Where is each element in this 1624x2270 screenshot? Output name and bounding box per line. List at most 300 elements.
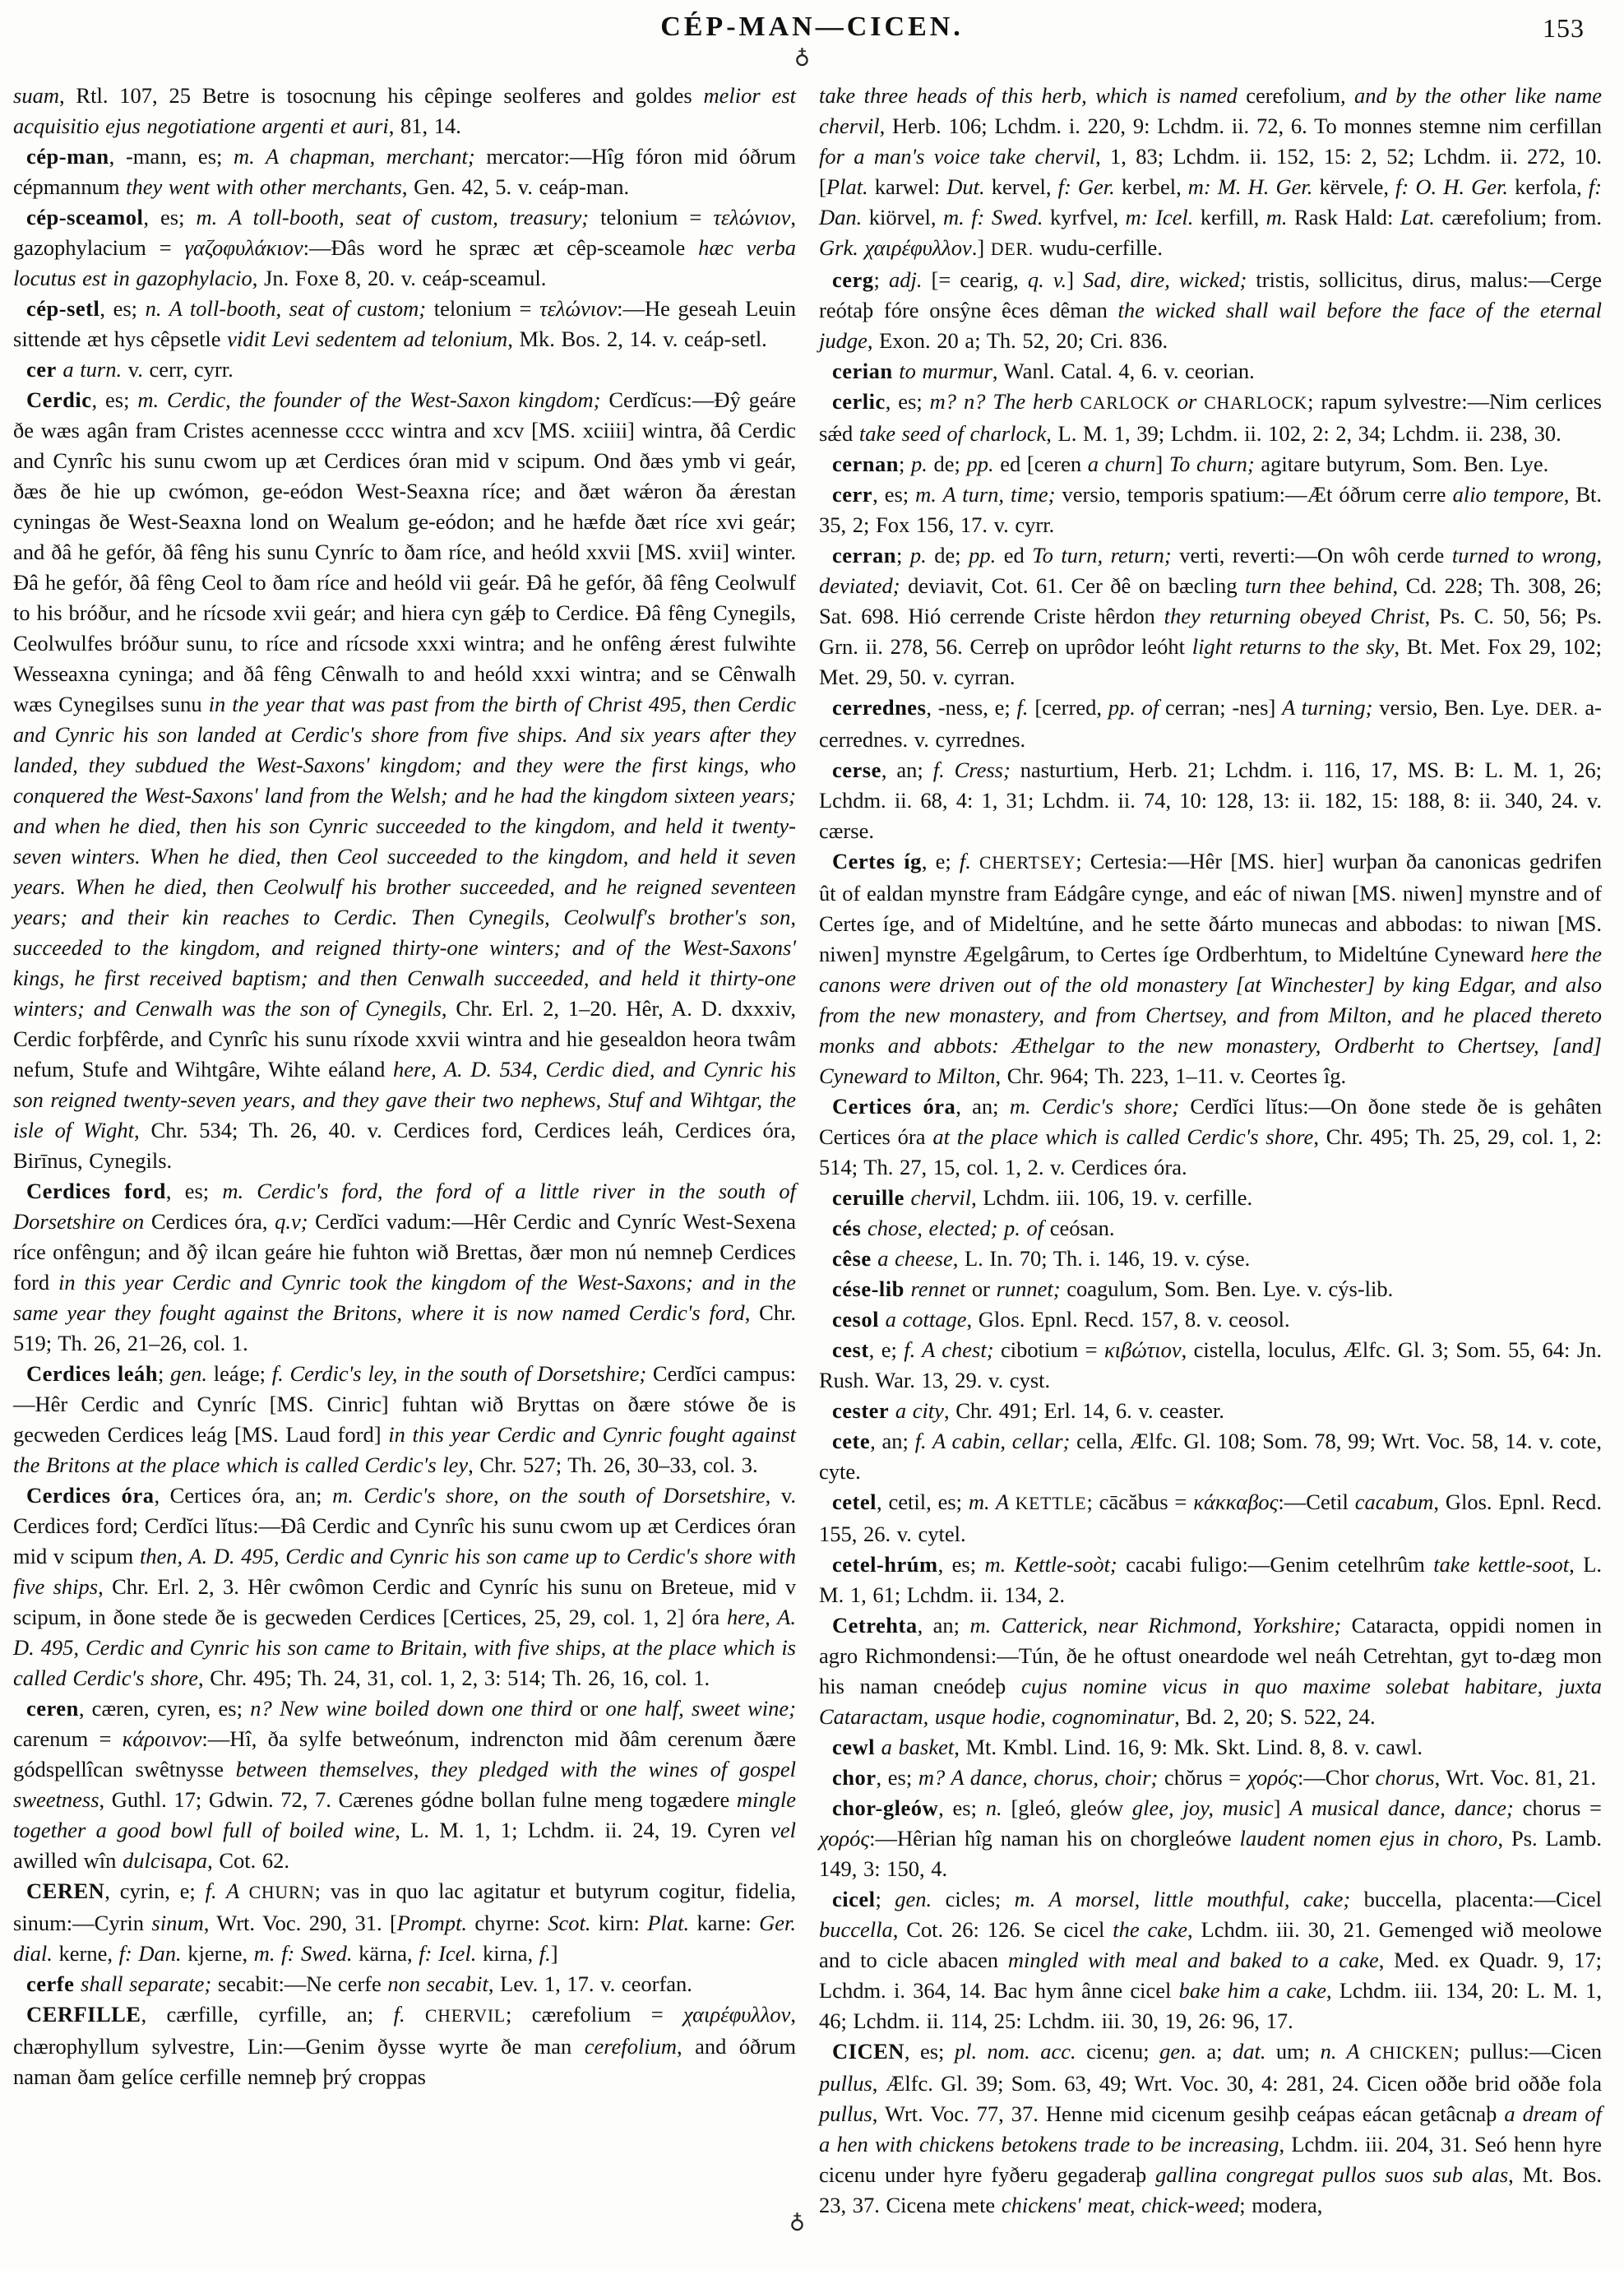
headword: cernan bbox=[832, 452, 900, 476]
entry-text: , Chr. 495; Th. 25, 29, col. 1, 2: 514; Th. 27, 15, col. 1, 2. v. Cerdices óra. bbox=[819, 1124, 1602, 1179]
entry-text: Sad, dire, wicked; bbox=[1083, 267, 1256, 292]
entry-text: cærefolium; from. bbox=[1434, 205, 1603, 229]
entry-text bbox=[1149, 205, 1156, 229]
entry-text: , Chr. 964; Th. 223, 1–11. v. Ceortes îg. bbox=[995, 1063, 1347, 1088]
printer-mark-bottom-icon: ♁ bbox=[789, 2209, 806, 2233]
entry-text: cicenu; bbox=[1076, 2039, 1160, 2064]
entry-continuation bbox=[819, 81, 1602, 265]
dictionary-entry bbox=[819, 1091, 1602, 1183]
entry-text: or bbox=[1169, 389, 1205, 414]
entry-text: , an; bbox=[955, 1094, 1010, 1119]
entry-text: Scot. bbox=[548, 1911, 591, 1935]
entry-text: , Chr. 534; Th. 26, 40. v. Cerdices ford, Cerdices leáh, Cerdices óra, Birīnus, Cynegils. bbox=[13, 1118, 796, 1173]
entry-text: m: bbox=[1187, 174, 1211, 199]
entry-text: m. Kettle-soòt; bbox=[984, 1552, 1127, 1577]
entry-text: ; bbox=[875, 1887, 895, 1911]
entry-text: , Wrt. Voc. 81, 21. bbox=[1434, 1765, 1597, 1790]
entry-text: glee, joy, music bbox=[1131, 1795, 1274, 1820]
entry-text: in this year Cerdic and Cynric took the kingdom of the West-Saxons; and in the same year they fought against the Britons, where it is now named Cerdic's ford bbox=[13, 1270, 796, 1325]
entry-text: , Guthl. 17; Gdwin. 72, 7. Cærenes gódne bollan fulne meng togædere bbox=[99, 1787, 737, 1812]
dictionary-entry bbox=[819, 1884, 1602, 2036]
entry-text: a cottage bbox=[878, 1307, 967, 1332]
entry-text: turn thee behind bbox=[1245, 573, 1393, 598]
entry-text: gen. bbox=[1159, 2039, 1196, 2064]
entry-text: for a man's voice take chervil bbox=[819, 144, 1096, 169]
entry-text: , Chr. Erl. 2, 3. Hêr cwômon Cerdic and Cynríc his sunu on Breteue, mid v scipum, in ðone stede ðe is gecweden Cerdices [Certices, 25, 29, col. 1, 2] óra bbox=[13, 1574, 796, 1629]
entry-text: CHERVIL bbox=[425, 2006, 506, 2026]
entry-text: cella, Ælfc. Gl. 108; Som. 78, 99; Wrt. Voc. 58, 14. v. cote, cyte. bbox=[819, 1429, 1603, 1484]
headword: chor bbox=[832, 1765, 877, 1790]
headword: Certices óra bbox=[832, 1094, 956, 1119]
entry-text: ; bbox=[899, 452, 912, 476]
entry-text: :—He geseah Leuin sittende æt hys cêpsetle bbox=[13, 296, 796, 351]
entry-text: f. A chest; bbox=[904, 1337, 1001, 1362]
entry-text: ; Certesia:—Hêr [MS. hier] wurþan ða canonicas gedrifen ût of ealdan mynstre fram Eádgâre cynge, and eác of niwan [MS. niwen] mynstre and of Certes íge, and of Mideltúne, and he sette ðárto munecas and abbodas: to niwan [MS. niwen] mynstre Ægelgârum, to Certes íge Ordberhtum, to Mideltúne Cyneward bbox=[819, 849, 1602, 966]
entry-text: , 1, 83; Lchdm. ii. 152, 15: 2, 52; Lchdm. ii. 272, 10. [ bbox=[819, 144, 1602, 199]
entry-text: , Rtl. 107, 25 Betre is tosocnung his cêpinge seolferes and goldes bbox=[58, 83, 704, 108]
dictionary-entry bbox=[819, 1732, 1602, 1763]
entry-text: Swed. bbox=[300, 1941, 353, 1966]
entry-text: secabit:—Ne cerfe bbox=[217, 1971, 388, 1996]
entry-text: Dan. bbox=[819, 205, 863, 229]
entry-text: chervil bbox=[904, 1185, 972, 1210]
headword: cewl bbox=[832, 1735, 876, 1759]
entry-text: cerran; -nes] bbox=[1159, 695, 1283, 720]
entry-text: pullus bbox=[819, 2101, 872, 2126]
entry-text: , es; bbox=[872, 482, 916, 507]
entry-text: laudent nomen ejus in choro bbox=[1239, 1826, 1498, 1851]
entry-text: , es; bbox=[904, 2039, 955, 2064]
entry-text: γαζοφυλάκιον bbox=[184, 235, 303, 260]
entry-text: , es; bbox=[876, 1765, 918, 1790]
dictionary-entry bbox=[819, 449, 1602, 479]
entry-text: here, A. D. 495, Cerdic and Cynric his son came to Britain, with five ships, at the place which is called Cerdic's shore bbox=[13, 1605, 796, 1690]
headword: cés bbox=[832, 1216, 862, 1240]
entry-text: vidit Levi sedentem ad telonium bbox=[227, 327, 508, 351]
headword: cerfe bbox=[26, 1971, 75, 1996]
entry-text: cacabum bbox=[1354, 1489, 1434, 1514]
entry-text: a-cerrednes. v. cyrrednes. bbox=[819, 695, 1603, 752]
entry-text: m. Cerdic's shore, on the south of Dorsetshire, bbox=[332, 1483, 771, 1508]
entry-text: turned to wrong, deviated; bbox=[819, 543, 1602, 598]
entry-text: , e; bbox=[921, 849, 960, 873]
headword: cerran bbox=[832, 543, 897, 568]
entry-text: awilled wîn bbox=[13, 1848, 123, 1873]
entry-text: non secabit bbox=[387, 1971, 488, 1996]
entry-text: the wicked shall wail before the face of the eternal judge bbox=[819, 298, 1602, 353]
entry-text: :—Cetil bbox=[1278, 1489, 1355, 1514]
entry-text: Ger. bbox=[1077, 174, 1115, 199]
headword: cerian bbox=[832, 359, 893, 383]
entry-text: , Jn. Foxe 8, 20. v. ceáp-sceamul. bbox=[252, 266, 547, 290]
entry-text: agitare butyrum, Som. Ben. Lye. bbox=[1261, 452, 1549, 476]
entry-text: τελώνιον bbox=[713, 205, 791, 229]
entry-text: here the canons were driven out of the old monastery [at Winchester] by king Edgar, and also from the new monastery, and from Chertsey, and from Milton, and he placed thereto monks and abbots: Æthelgar to the new monastery, Ordberht to Chertsey, [and] Cyneward to Milton bbox=[819, 942, 1602, 1088]
entry-text: DER. bbox=[1535, 699, 1579, 719]
entry-text: , L. M. 1, 39; Lchdm. ii. 102, 2: 2, 34; Lchdm. ii. 238, 30. bbox=[1046, 421, 1562, 446]
entry-text: gen. bbox=[170, 1361, 207, 1386]
headword: cése-lib bbox=[832, 1276, 905, 1301]
entry-text: telonium = bbox=[600, 205, 714, 229]
entry-text: de; bbox=[927, 452, 967, 476]
entry-text: , an; bbox=[870, 1429, 915, 1453]
entry-text: χορός bbox=[1247, 1765, 1298, 1790]
headword: CICEN bbox=[832, 2039, 905, 2064]
entry-text: Cerdices óra, bbox=[150, 1209, 275, 1234]
entry-text: , an; bbox=[881, 757, 933, 782]
entry-text bbox=[294, 1941, 301, 1966]
entry-text: karwel: bbox=[868, 174, 947, 199]
entry-text: in the year that was past from the birth of Christ 495, then Cerdic and Cynric his son landed at Cerdic's shore from five ships. And six years after they landed, they subdued the West-Saxons' kingdom; and they were the first kings, who conquered the West-Saxons' land from the Welsh; and he had the kingdom sixteen years; and when he died, then his son Cynric succeeded to the kingdom, and held it twenty-seven winters. When he died, then Ceol succeeded to the kingdom, and held it seven years. When he died, then Ceolwulf his brother succeeded, and he reigned seventeen years; and their kin reaches to Cerdic. Then Cynegils, Ceolwulf's brother's son, succeeded to the kingdom, and reigned thirty-one winters; and of the West-Saxons' kings, he first received baptism; and then Cenwalh succeeded, and held it thirty-one winters; and Cenwalh was the son of Cynegils bbox=[13, 692, 796, 1021]
entry-text: .] bbox=[971, 235, 991, 260]
dictionary-entry bbox=[819, 1550, 1602, 1610]
entry-text: or bbox=[580, 1696, 599, 1721]
entry-text: ed [ceren bbox=[993, 452, 1088, 476]
entry-text: f. bbox=[539, 1941, 551, 1966]
headword: ceren bbox=[26, 1696, 79, 1721]
dictionary-entry bbox=[819, 1763, 1602, 1793]
headword: Cerdic bbox=[26, 387, 92, 412]
entry-text: light returns to the sky bbox=[1191, 634, 1395, 659]
entry-text: , Ps. C. 50, 56; Ps. Grn. ii. 278, 56. Cerreþ on uprôdor leóht bbox=[819, 604, 1603, 659]
entry-text: κάκκαβος bbox=[1193, 1489, 1279, 1514]
entry-text: dulcisapa bbox=[123, 1848, 208, 1873]
entry-text: , Lchdm. iii. 106, 19. v. cerfille. bbox=[971, 1185, 1253, 1210]
dictionary-entry bbox=[13, 1480, 796, 1693]
entry-text: chorus bbox=[1375, 1765, 1435, 1790]
entry-text: Cerdĭci campus:—Hêr Cerdic and Cynríc [MS. Cinric] fuhtan wið Bryttas on ðære stówe ðe is gecweden Cerdices leág [MS. Laud ford] bbox=[13, 1361, 796, 1447]
entry-text: m. A bbox=[968, 1489, 1016, 1514]
entry-text: ] bbox=[1066, 267, 1084, 292]
entry-text: M. H. Ger. bbox=[1217, 174, 1313, 199]
entry-text: kärna, bbox=[352, 1941, 419, 1966]
dictionary-entry bbox=[13, 141, 796, 202]
headword: cest bbox=[832, 1337, 869, 1362]
entry-text: kerne, bbox=[52, 1941, 119, 1966]
entry-text: deviavit, Cot. 61. Cer ðê on bæcling bbox=[900, 573, 1246, 598]
entry-text: kervel, bbox=[984, 174, 1058, 199]
entry-text: , cæren, cyren, es; bbox=[78, 1696, 251, 1721]
entry-text: p. bbox=[911, 452, 928, 476]
entry-text: karne: bbox=[689, 1911, 760, 1935]
entry-text: cerefolium bbox=[584, 2034, 678, 2059]
headword: cicel bbox=[832, 1887, 876, 1911]
entry-text: , es; bbox=[143, 205, 197, 229]
headword: cete bbox=[832, 1429, 871, 1453]
entry-text: To turn, return; bbox=[1032, 543, 1180, 568]
headword: cerse bbox=[832, 757, 881, 782]
entry-text: , -ness, e; bbox=[926, 695, 1017, 720]
entry-text bbox=[432, 1941, 438, 1966]
entry-continuation bbox=[13, 81, 796, 141]
entry-text: , Cot. 62. bbox=[207, 1848, 289, 1873]
entry-text: , Wrt. Voc. 290, 31. [ bbox=[203, 1911, 397, 1935]
entry-text: n. bbox=[985, 1795, 1002, 1820]
entry-text: wudu-cerfille. bbox=[1033, 235, 1163, 260]
entry-text: kerbel, bbox=[1114, 174, 1188, 199]
headword: cép-sceamol bbox=[26, 205, 144, 229]
entry-text: mercator:—Hîg fóron mid óðrum cépmannum bbox=[13, 144, 796, 199]
headword: Certes íg bbox=[832, 849, 922, 873]
dictionary-entry bbox=[819, 2036, 1602, 2221]
entry-text: leáge; bbox=[206, 1361, 272, 1386]
entry-text: [cerred, bbox=[1028, 695, 1108, 720]
headword: Cerdices ford bbox=[26, 1179, 166, 1203]
entry-text: CHICKEN bbox=[1369, 2043, 1454, 2063]
entry-text: hæc verba locutus est in gazophylacio bbox=[13, 235, 796, 290]
page-header bbox=[0, 0, 1624, 76]
entry-text: , es; bbox=[91, 387, 138, 412]
entry-text: χορός bbox=[819, 1826, 870, 1851]
entry-text: one half, sweet wine; bbox=[598, 1696, 796, 1721]
entry-text: bake him a cake bbox=[1178, 1978, 1326, 2003]
entry-text: ; pullus:—Cicen bbox=[1453, 2039, 1603, 2064]
entry-text: , Glos. Epnl. Recd. 157, 8. v. ceosol. bbox=[966, 1307, 1290, 1332]
entry-text: mingled with meal and baked to a cake bbox=[1007, 1948, 1379, 1972]
entry-text: Ger. dial. bbox=[13, 1911, 796, 1966]
entry-text bbox=[1071, 174, 1078, 199]
entry-text: m: bbox=[1125, 205, 1149, 229]
entry-text: cacabi fuligo:—Genim cetelhrûm bbox=[1126, 1552, 1434, 1577]
headword: cetel bbox=[832, 1489, 877, 1514]
entry-text: CHERTSEY bbox=[979, 853, 1076, 873]
headword: Cerdices leáh bbox=[26, 1361, 158, 1386]
entry-text: A musical dance, dance; bbox=[1289, 1795, 1523, 1820]
entry-text: , Mk. Bos. 2, 14. v. ceáp-setl. bbox=[507, 327, 767, 351]
dictionary-entry bbox=[819, 1244, 1602, 1274]
entry-text: f. bbox=[393, 2002, 425, 2027]
entry-text: , Bt. Met. Fox 29, 102; Met. 29, 50. v. cyrran. bbox=[819, 634, 1602, 689]
entry-text: chŏrus = bbox=[1164, 1765, 1247, 1790]
headword: Cetrehta bbox=[832, 1613, 918, 1638]
dictionary-entry bbox=[819, 479, 1602, 540]
entry-text: m. A chapman, merchant; bbox=[234, 144, 487, 169]
entry-text: kerfill, bbox=[1193, 205, 1266, 229]
entry-text: v. cerr, cyrr. bbox=[122, 357, 234, 382]
entry-text: pp. bbox=[969, 543, 997, 568]
entry-text: f: bbox=[1395, 174, 1409, 199]
dictionary-entry bbox=[13, 294, 796, 354]
dictionary-entry bbox=[13, 1359, 796, 1480]
entry-text: Rask Hald: bbox=[1287, 205, 1400, 229]
entry-text: then, A. D. 495, Cerdic and Cynric his son came up to Cerdic's shore with five ships bbox=[13, 1544, 796, 1599]
entry-text: Plat. bbox=[647, 1911, 690, 1935]
entry-text: , L. M. 1, 61; Lchdm. ii. 134, 2. bbox=[819, 1552, 1603, 1607]
entry-text: telonium = bbox=[433, 296, 540, 321]
entry-text: Dan. bbox=[138, 1941, 182, 1966]
entry-text: mingle together a good bowl full of boiled wine bbox=[13, 1787, 796, 1842]
headword: cép-setl bbox=[26, 296, 100, 321]
entry-text: , Wrt. Voc. 77, 37. Henne mid cicenum gesihþ ceápas eácan getâcnaþ bbox=[872, 2101, 1505, 2126]
entry-text: , Cd. 228; Th. 308, 26; Sat. 698. Hió cerrende Criste hêrdon bbox=[819, 573, 1603, 628]
entry-text: take seed of charlock bbox=[858, 421, 1047, 446]
dictionary-entry bbox=[13, 1969, 796, 1999]
entry-text: buccella bbox=[819, 1917, 893, 1942]
entry-text: ; bbox=[896, 543, 910, 568]
entry-text: KETTLE bbox=[1015, 1494, 1087, 1513]
entry-text: Cerdĭcus:—Ðŷ geáre ðe wæs agân fram Cristes acennesse cccc wintra and xcv [MS. xciiii] wintra, ðâ Cerdic and Cynrîc his sunu cwom up æt Cerdices óran mid v scipum. Ond ðæs ymb vi geár, ðæs ðe hie up cwómon, ge-eódon West-Seaxna ríce; and ðæt wǽron ða ǽrestan cyningas ðe West-Seaxna lond on Wealum ge-eódon; and he hæfde ðæt ríce xvi geár; and ðâ he gefór, ðâ fêng his sunu Cynríc to ðam ríce, and heóld xxvii [MS. xvii] winter. Ðâ he gefór, ðâ fêng Ceol to ðam ríce and heóld vii geár. Ðâ he gefór, ðâ fêng Ceolwulf to his bróður, and he rícsode xvii geár; and hiera cyn gǽþ to Cerdice. Ðâ fêng Cynegils, Ceolwulfes bróður sunu, to ríce and rícsode xxxi wintra; and he onfêng ǽrest fulwihte Wesseaxna cyninga; and ðâ fêng Cênwalh to and heóld xxxi wintra; and se Cênwalh wæs Cynegilses sunu bbox=[13, 387, 797, 716]
dictionary-entry bbox=[819, 693, 1602, 755]
entry-text: f. Cerdic's ley, in the south of Dorsetshire; bbox=[271, 1361, 647, 1386]
entry-text: kerfola, bbox=[1508, 174, 1589, 199]
entry-text: , Chr. 491; Erl. 14, 6. v. ceaster. bbox=[943, 1398, 1224, 1423]
entry-text: f. bbox=[959, 849, 979, 873]
entry-text: [gleó, gleów bbox=[1002, 1795, 1132, 1820]
entry-text: ceósan. bbox=[1043, 1216, 1115, 1240]
entry-text: here, A. D. 534, Cerdic died, and Cynric his son reigned twenty-seven years, and they gave their two nephews, Stuf and Wihtgar, the isle of Wight bbox=[13, 1057, 797, 1142]
entry-text: ; rapum sylvestre:—Nim cerlices sǽd bbox=[819, 389, 1602, 446]
dictionary-entry bbox=[819, 1274, 1602, 1304]
headword: CERFILLE bbox=[26, 2002, 141, 2027]
entry-text: a churn bbox=[1087, 452, 1156, 476]
entry-text: take three heads of this herb, which is named bbox=[819, 83, 1247, 108]
entry-text: kirna, bbox=[476, 1941, 539, 1966]
entry-text: m. f: bbox=[942, 205, 985, 229]
entry-text: [= cearig, bbox=[922, 267, 1028, 292]
entry-text: runnet; bbox=[989, 1276, 1067, 1301]
entry-text: pp. of bbox=[1108, 695, 1159, 720]
entry-text: , Lchdm. iii. 30, 21. Gemenged wið meolowe and to cicle abacen bbox=[819, 1917, 1602, 1972]
entry-text: m. f: bbox=[253, 1941, 295, 1966]
entry-text: n. A toll-booth, seat of custom; bbox=[145, 296, 434, 321]
right-column bbox=[819, 81, 1602, 2221]
entry-text: kyrfvel, bbox=[1043, 205, 1126, 229]
entry-text: a dream of a hen with chickens betokens trade to be increasing bbox=[819, 2101, 1602, 2156]
entry-text: , Bt. 35, 2; Fox 156, 17. v. cyrr. bbox=[819, 482, 1602, 537]
entry-text: de; bbox=[926, 543, 969, 568]
entry-text: , e; bbox=[868, 1337, 905, 1362]
dictionary-entry bbox=[819, 1304, 1602, 1335]
entry-text: , L. M. 1, 1; Lchdm. ii. 24, 19. Cyren bbox=[395, 1818, 771, 1842]
left-column bbox=[13, 81, 796, 2221]
dictionary-entry bbox=[13, 1999, 796, 2092]
entry-text: , Chr. 495; Th. 24, 31, col. 1, 2, 3: 514; Th. 26, 16, col. 1. bbox=[198, 1665, 710, 1690]
entry-text: m. A turn, time; bbox=[915, 482, 1062, 507]
entry-text: Prompt. bbox=[396, 1911, 467, 1935]
entry-text: Icel. bbox=[1155, 205, 1194, 229]
entry-text: Swed. bbox=[991, 205, 1043, 229]
entry-text: shall separate; bbox=[74, 1971, 218, 1996]
entry-text: DER. bbox=[990, 239, 1034, 259]
entry-text: , Lev. 1, 17. v. ceorfan. bbox=[488, 1971, 692, 1996]
entry-text: O. H. Ger. bbox=[1415, 174, 1508, 199]
printer-mark-top-icon: ♁ bbox=[794, 44, 811, 68]
entry-text: m? A dance, chorus, choir; bbox=[918, 1765, 1164, 1790]
entry-text: sinum bbox=[151, 1911, 204, 1935]
entry-text: :—Chor bbox=[1297, 1765, 1376, 1790]
entry-text: f: bbox=[419, 1941, 433, 1966]
entry-text: ] bbox=[550, 1941, 558, 1966]
entry-text: m. Cerdic, the founder of the West-Saxon kingdom; bbox=[137, 387, 609, 412]
entry-text: chickens' meat, chick-weed bbox=[1001, 2193, 1240, 2217]
entry-text: pp. bbox=[966, 452, 994, 476]
headword: cerr bbox=[832, 482, 873, 507]
entry-text: alio tempore bbox=[1452, 482, 1564, 507]
entry-text: q. v. bbox=[1027, 267, 1067, 292]
page-title: CÉP-MAN—CICEN. bbox=[660, 12, 964, 42]
entry-text: adj. bbox=[888, 267, 923, 292]
entry-text: Plat. bbox=[826, 174, 868, 199]
page-number: 153 bbox=[1543, 13, 1585, 43]
entry-text: Icel. bbox=[438, 1941, 477, 1966]
entry-text: f. Cress; bbox=[932, 757, 1020, 782]
headword: cerlic bbox=[832, 389, 886, 414]
entry-text: , cyrin, e; bbox=[104, 1879, 206, 1903]
entry-text: , Gen. 42, 5. v. ceáp-man. bbox=[401, 174, 630, 199]
entry-text: f. A cabin, cellar; bbox=[914, 1429, 1077, 1453]
dictionary-entry bbox=[13, 354, 796, 385]
entry-text: , Cot. 26: 126. Se cicel bbox=[892, 1917, 1113, 1942]
dictionary-entry bbox=[819, 265, 1602, 356]
entry-text: take kettle-soot bbox=[1433, 1552, 1570, 1577]
entry-text: kirn: bbox=[590, 1911, 648, 1935]
entry-text: kiörvel, bbox=[862, 205, 943, 229]
entry-text: τελώνιον bbox=[539, 296, 618, 321]
entry-text: m. bbox=[1265, 205, 1288, 229]
entry-text: , Wanl. Catal. 4, 6. v. ceorian. bbox=[992, 359, 1255, 383]
entry-text: , and óðrum naman ðam gelíce cerfille nemneþ þrý croppas bbox=[13, 2034, 796, 2089]
entry-text: chose, elected; p. of bbox=[861, 1216, 1044, 1240]
entry-text: cerefolium bbox=[1246, 83, 1340, 108]
entry-text: chyrne: bbox=[466, 1911, 548, 1935]
headword: cerrednes bbox=[832, 695, 927, 720]
entry-text: f. bbox=[1016, 695, 1029, 720]
headword: chor-gleów bbox=[832, 1795, 939, 1820]
headword: cesol bbox=[832, 1307, 879, 1332]
entry-text: m. Cerdic's shore; bbox=[1009, 1094, 1191, 1119]
entry-text: , Chr. 519; Th. 26, 21–26, col. 1. bbox=[13, 1300, 796, 1355]
entry-text: f: bbox=[1057, 174, 1071, 199]
entry-text: a turn. bbox=[56, 357, 123, 382]
entry-text: , Exon. 20 a; Th. 52, 20; Cri. 836. bbox=[867, 328, 1168, 353]
entry-text: , -mann, es; bbox=[109, 144, 234, 169]
entry-text: CHURN bbox=[248, 1883, 315, 1902]
entry-text: nasturtium, Herb. 21; Lchdm. i. 116, 17, MS. B: L. M. 1, 26; Lchdm. ii. 68, 4: 1, 31; Lchdm. ii. 74, 10: 128, 13: ii. 182, 15: 188, 8: ii. 340, 24. v. cærse. bbox=[819, 757, 1602, 843]
entry-text: rennet bbox=[904, 1276, 972, 1301]
entry-text: coagulum, Som. Ben. Lye. v. cýs-lib. bbox=[1066, 1276, 1394, 1301]
entry-text: n? New wine boiled down one third bbox=[250, 1696, 581, 1721]
dictionary-entry bbox=[819, 846, 1602, 1091]
dictionary-entry bbox=[819, 1335, 1602, 1396]
entry-text: they went with other merchants bbox=[126, 174, 402, 199]
dictionary-entry bbox=[819, 1396, 1602, 1426]
entry-text: pl. nom. acc. bbox=[954, 2039, 1076, 2064]
entry-text: κάροινον bbox=[122, 1726, 202, 1751]
headword: Cerdices óra bbox=[26, 1483, 155, 1508]
entry-text: , Bd. 2, 20; S. 522, 24. bbox=[1174, 1704, 1376, 1729]
entry-text: Lat. bbox=[1400, 205, 1435, 229]
entry-text: a basket bbox=[875, 1735, 955, 1759]
entry-text: vel bbox=[770, 1818, 796, 1842]
entry-text: ] bbox=[1155, 452, 1169, 476]
headword: CEREN bbox=[26, 1879, 105, 1903]
entry-text: , es; bbox=[938, 1795, 986, 1820]
entry-text: :—Ðâs word he spræc æt cêp-sceamole bbox=[303, 235, 699, 260]
entry-text: m. A morsel, little mouthful, cake; bbox=[1014, 1887, 1364, 1911]
entry-text: a cheese bbox=[871, 1246, 953, 1271]
headword: cetel-hrúm bbox=[832, 1552, 938, 1577]
entry-text: a city bbox=[889, 1398, 944, 1423]
dictionary-entry bbox=[819, 356, 1602, 387]
entry-text: dat. bbox=[1232, 2039, 1266, 2064]
entry-text: verti, reverti:—On wôh cerde bbox=[1179, 543, 1452, 568]
entry-text: , Herb. 106; Lchdm. i. 220, 9: Lchdm. ii. 72, 6. To monnes stemne nim cerfillan bbox=[879, 114, 1602, 138]
entry-text: tristis, sollicitus, dirus, malus:—Cerge reótaþ fóre onsŷne êces dêman bbox=[819, 267, 1603, 322]
entry-text: , Mt. Bos. 23, 37. Cicena mete bbox=[819, 2162, 1602, 2217]
entry-text: kërvele, bbox=[1312, 174, 1396, 199]
entry-text: , an; bbox=[917, 1613, 970, 1638]
dictionary-entry bbox=[819, 1426, 1602, 1487]
